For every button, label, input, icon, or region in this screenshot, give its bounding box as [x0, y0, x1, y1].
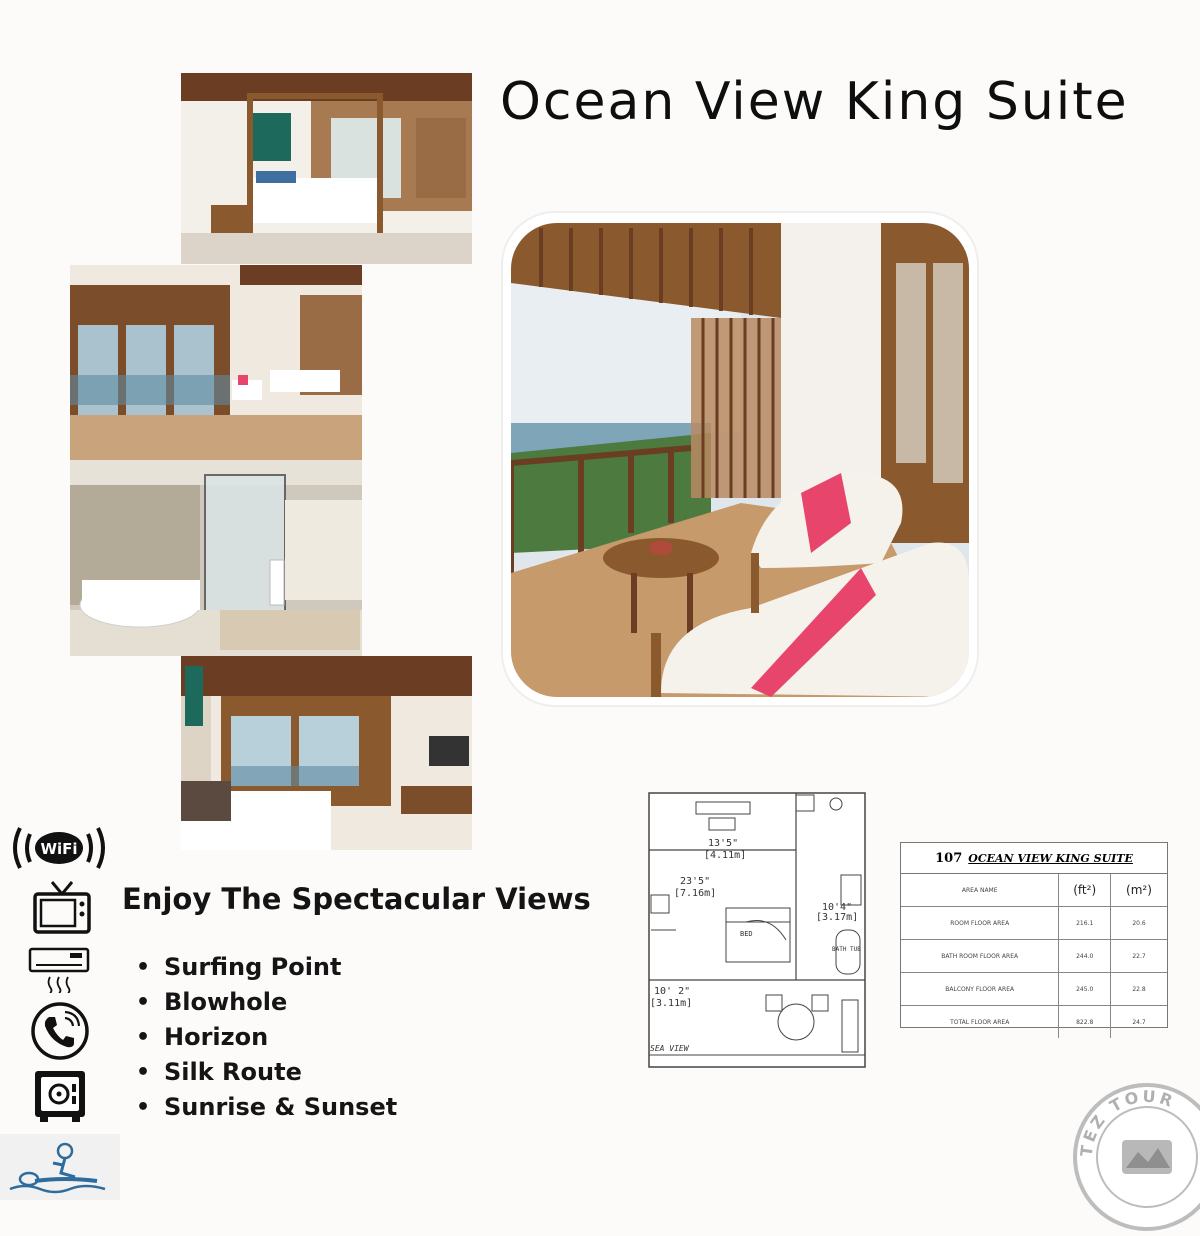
page-title: Ocean View King Suite [500, 72, 1129, 132]
list-item: • Sunrise & Sunset [136, 1090, 397, 1125]
col-header-ft: (ft²) [1059, 874, 1111, 907]
tv-icon [32, 880, 92, 936]
table-row [901, 874, 1167, 907]
table-cell: 24.7 [1110, 1006, 1167, 1039]
plan-dim-4m: [3.11m] [650, 998, 693, 1009]
table-cell: 822.8 [1059, 1006, 1111, 1039]
plan-dim-3m: [3.17m] [816, 912, 859, 923]
area-table-grid [901, 874, 1167, 1038]
list-item: • Silk Route [136, 1055, 397, 1090]
balcony-hero-frame [503, 213, 977, 705]
plan-bed-label: BED [740, 930, 753, 938]
area-table [900, 842, 1168, 1028]
features-heading: Enjoy The Spectacular Views [122, 882, 591, 916]
table-row [901, 973, 1167, 1006]
master-bedroom-photo [181, 656, 472, 850]
table-cell: BALCONY FLOOR AREA [901, 973, 1059, 1006]
area-table-title [901, 843, 1167, 874]
plan-dim-4: 10' 2" [654, 986, 691, 997]
phone-icon [29, 1000, 91, 1062]
table-row [901, 907, 1167, 940]
table-cell: 244.0 [1059, 940, 1111, 973]
table-cell: 245.0 [1059, 973, 1111, 1006]
col-header-m: (m²) [1126, 883, 1152, 897]
table-cell: BATH ROOM FLOOR AREA [901, 940, 1059, 973]
massage-icon [0, 1134, 120, 1200]
air-conditioner-icon [28, 945, 90, 993]
plan-bathtub-label: BATH TUB [832, 946, 861, 953]
views-list [136, 950, 397, 1125]
room-number: 107 [935, 850, 963, 866]
table-cell: ROOM FLOOR AREA [901, 907, 1059, 940]
watermark-text: TEZ TOUR [1076, 1086, 1178, 1158]
list-item: • Horizon [136, 1020, 397, 1055]
table-row [901, 1006, 1167, 1039]
wifi-icon-text: WiFi [40, 840, 78, 858]
table-cell: TOTAL FLOOR AREA [901, 1006, 1059, 1039]
list-item: • Blowhole [136, 985, 397, 1020]
wifi-icon [10, 818, 108, 878]
floor-plan [646, 790, 868, 1070]
plan-dim-2m: [7.16m] [674, 888, 717, 899]
safe-icon [32, 1068, 88, 1124]
table-cell: 20.6 [1110, 907, 1167, 940]
living-room-photo [70, 265, 362, 460]
plan-dim-1: 13'5" [708, 838, 739, 849]
bathroom-photo [70, 460, 362, 656]
col-header-name: AREA NAME [901, 874, 1059, 907]
watermark-stamp [1072, 1082, 1200, 1232]
table-cell: 22.7 [1110, 940, 1167, 973]
list-item: • Surfing Point [136, 950, 397, 985]
balcony-photo [511, 223, 969, 697]
plan-dim-2: 23'5" [680, 876, 711, 887]
table-row [901, 940, 1167, 973]
bedroom-photo [181, 73, 472, 264]
table-cell: 216.1 [1059, 907, 1111, 940]
plan-dim-3: 10'4" [822, 902, 853, 913]
plan-dim-1m: [4.11m] [704, 850, 747, 861]
room-name: OCEAN VIEW KING SUITE [968, 851, 1133, 865]
plan-sea-view-label: SEA VIEW [650, 1044, 689, 1053]
table-cell: 22.8 [1110, 973, 1167, 1006]
